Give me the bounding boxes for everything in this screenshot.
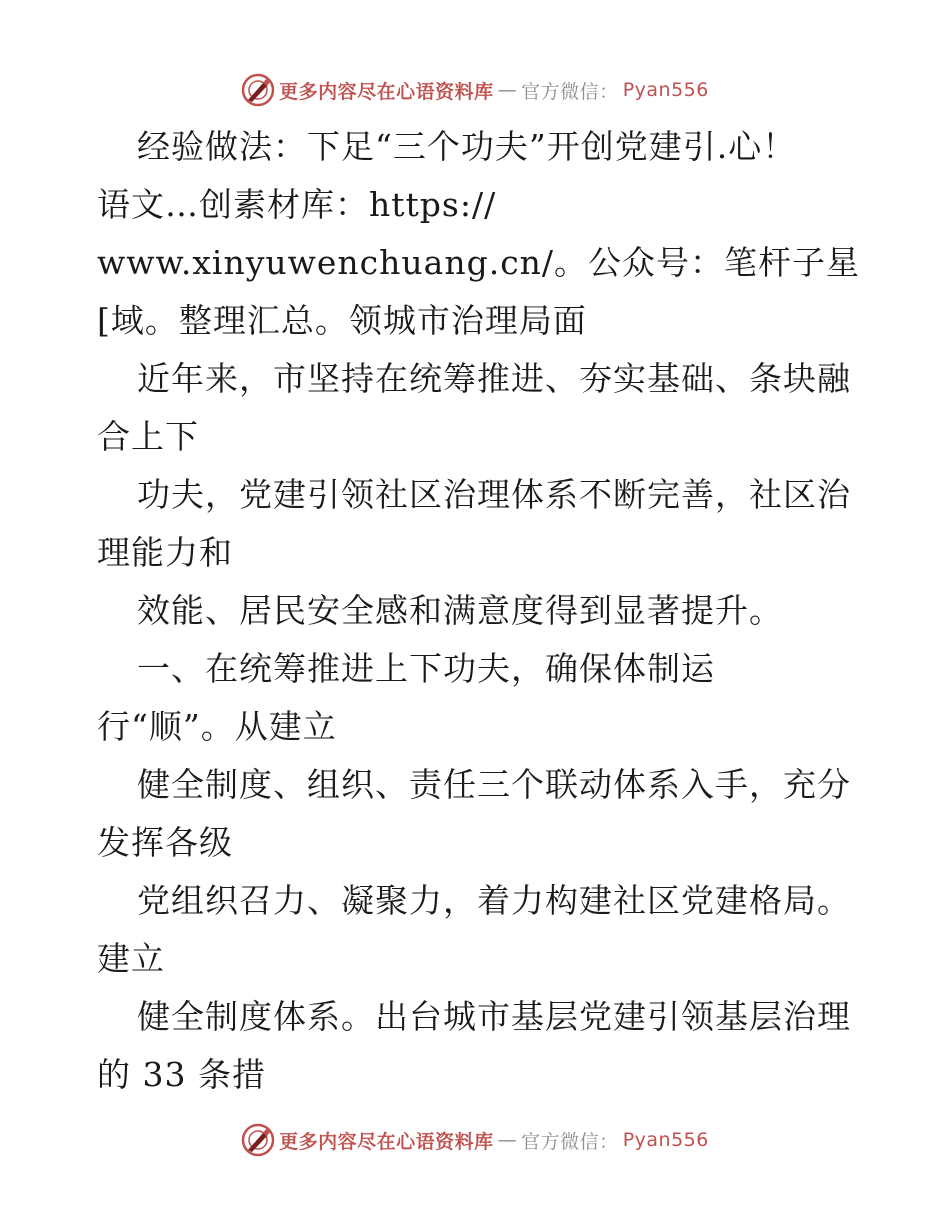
watermark-sub: 官方微信： [521, 1130, 619, 1153]
text-line: 的 33 条措 [97, 1055, 266, 1094]
watermark-footer [0, 1120, 950, 1160]
text-line: 效能、居民安全感和满意度得到显著提升。 [137, 591, 783, 630]
text-line: 建立 [97, 939, 165, 978]
pen-logo-icon [241, 1123, 275, 1157]
watermark-header [0, 70, 950, 110]
text-line: 发挥各级 [97, 823, 233, 862]
watermark-dash: — [497, 79, 518, 101]
text-line: 合上下 [97, 417, 199, 456]
watermark-text: 更多内容尽在心语资料库 [279, 80, 494, 103]
text-line: 经验做法：下足“三个功夫”开创党建引.心！ [137, 127, 797, 166]
watermark-dash: — [497, 1129, 518, 1151]
watermark-sub: 官方微信： [521, 80, 619, 103]
text-line: 近年来，市坚持在统筹推进、夯实基础、条块融 [137, 359, 851, 398]
text-line: [域。整理汇总。领城市治理局面 [97, 301, 587, 340]
text-line: 语文…创素材库：https:// [97, 185, 497, 224]
watermark-account: Pyan556 [622, 79, 709, 101]
watermark-account: Pyan556 [622, 1129, 709, 1151]
watermark-text: 更多内容尽在心语资料库 [279, 1130, 494, 1153]
text-line: 一、在统筹推进上下功夫，确保体制运 [137, 649, 715, 688]
text-line: 理能力和 [97, 533, 233, 572]
text-line: 行“顺”。从建立 [97, 707, 337, 746]
text-line: 健全制度、组织、责任三个联动体系入手，充分 [137, 765, 851, 804]
text-line: 党组织召力、凝聚力，着力构建社区党建格局。 [137, 881, 851, 920]
pen-logo-icon [241, 73, 275, 107]
document-body [97, 118, 887, 1104]
text-line: www.xinyuwenchuang.cn/。公众号：笔杆子星 [97, 243, 861, 282]
text-line: 健全制度体系。出台城市基层党建引领基层治理 [137, 997, 851, 1036]
text-line: 功夫，党建引领社区治理体系不断完善，社区治 [137, 475, 851, 514]
